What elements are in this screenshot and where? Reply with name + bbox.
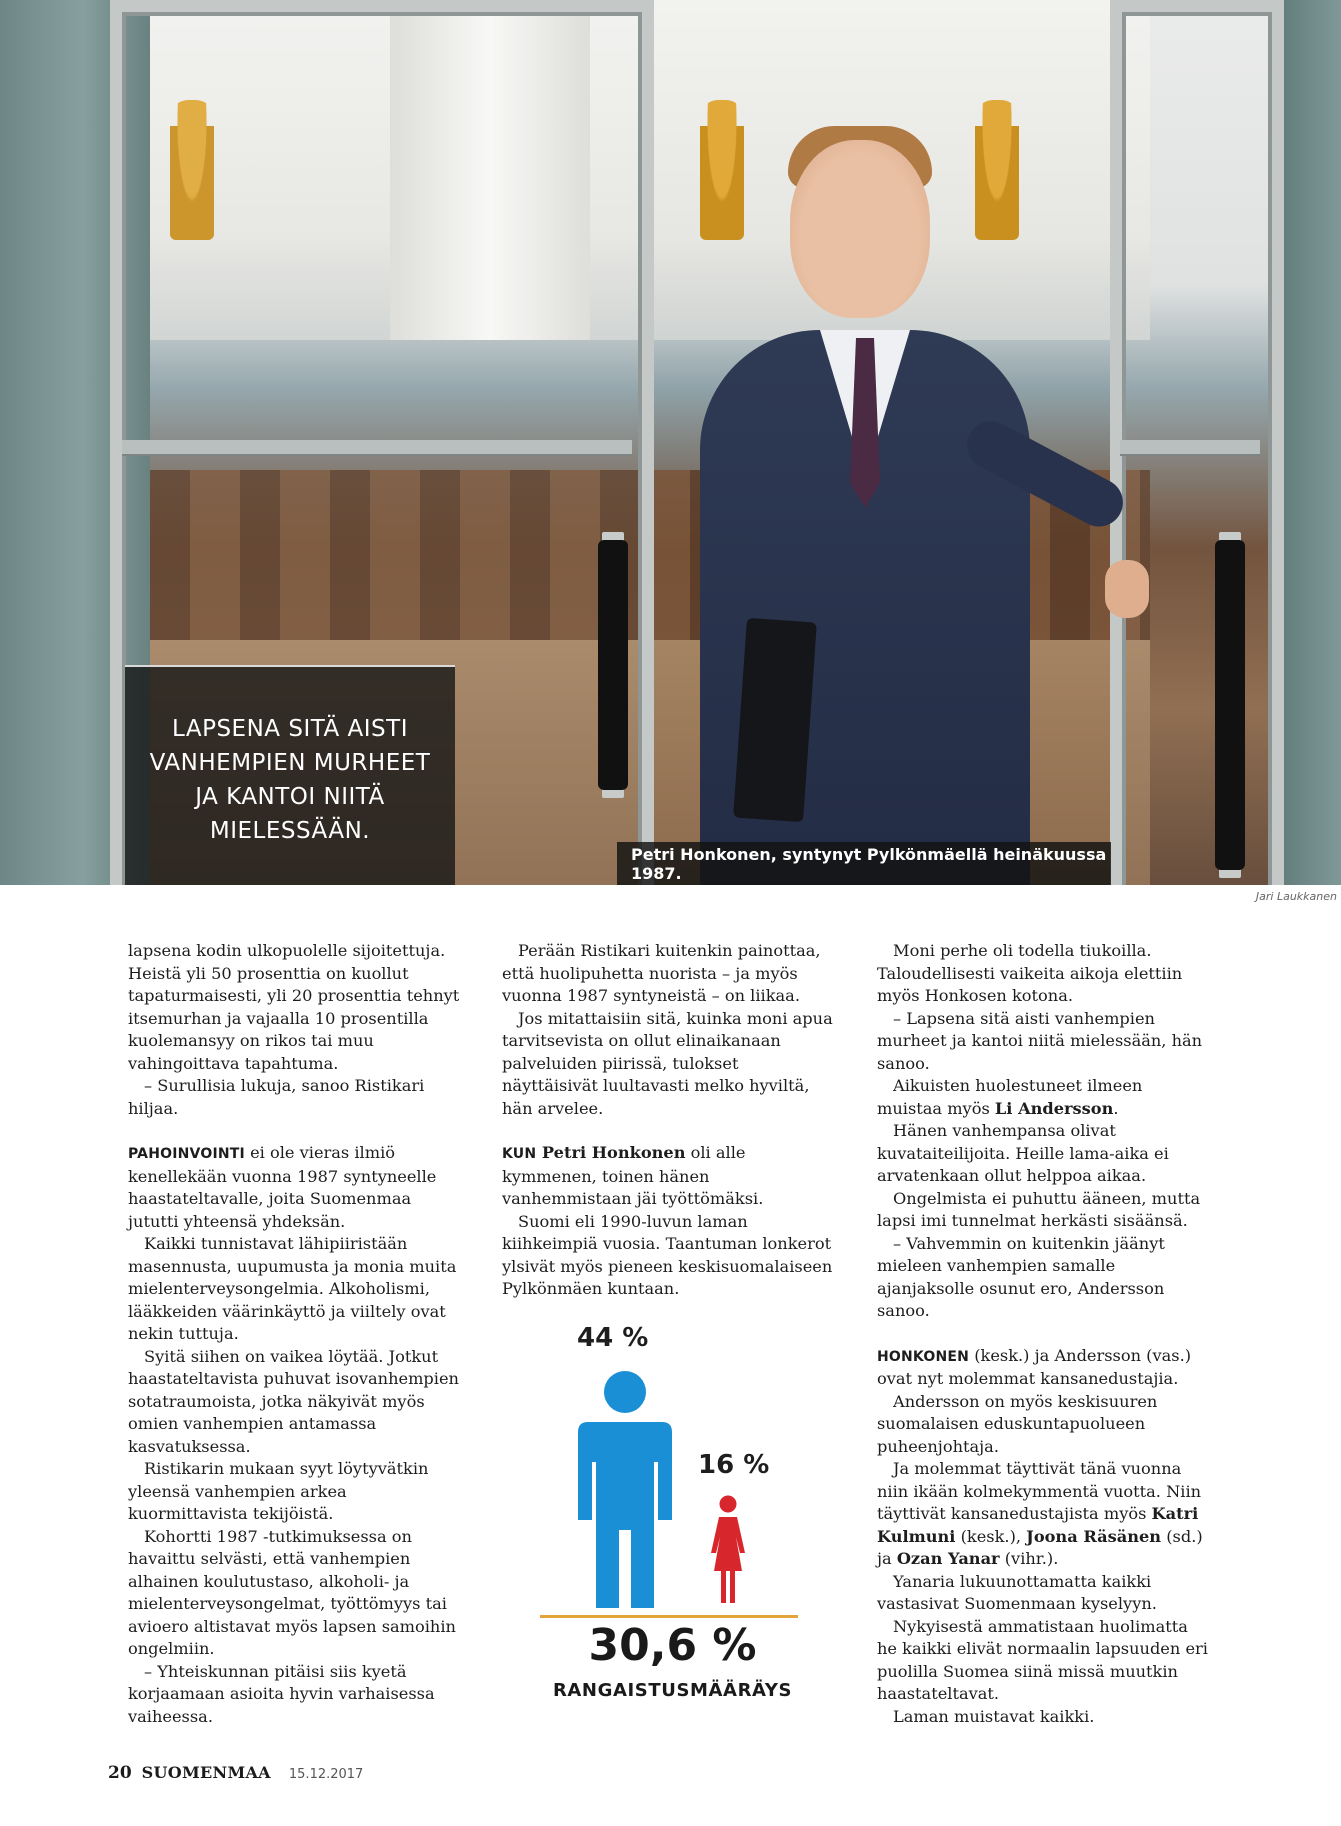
person-folder xyxy=(733,618,817,822)
paragraph: Jos mitattaisiin sitä, kuinka moni apua tarvitsevista on ollut elinaikanaan palveluiden piirissä, tulokset näyttäisivät luultavasti melko hyviltä, hän arvelee. xyxy=(502,1008,833,1118)
paragraph: Yanaria lukuunottamatta kaikki vastasivat Suomenmaan kyselyyn. xyxy=(877,1571,1157,1613)
section-lead: HONKONEN xyxy=(877,1348,970,1365)
total-percentage: 30,6 % xyxy=(588,1620,757,1671)
woman-figure-icon xyxy=(710,1495,746,1605)
paragraph: Kaikki tunnistavat lähipiiristään masennusta, uupumusta ja monia muita mielenterveysongelmia. Alkoholismi, lääkkeiden väärinkäyttö ja viiltely ovat nekin tuttuja. xyxy=(128,1234,457,1343)
paragraph: Ristikarin mukaan syyt löytyvätkin yleensä vanhempien arkea kuormittavista tekijöistä. xyxy=(128,1459,429,1523)
publication-name: SUOMENMAA xyxy=(141,1763,271,1782)
paragraph xyxy=(877,1458,1209,1571)
infographic xyxy=(530,1315,830,1701)
paragraph-text: (kesk.), xyxy=(955,1526,1027,1546)
portrait-person xyxy=(700,120,1140,885)
paragraph: Ongelmista ei puhuttu ääneen, mutta lapsi imi tunnelmat herkästi sisäänsä. xyxy=(877,1188,1201,1230)
paragraph: Andersson on myös keskisuuren suomalaisen eduskuntapuolueen puheenjohtaja. xyxy=(877,1391,1158,1456)
total-label: RANGAISTUSMÄÄRÄYS xyxy=(552,1680,793,1701)
person-name: Li Andersson xyxy=(994,1098,1114,1118)
paragraph-text: Aikuisten huolestuneet ilmeen muistaa myös xyxy=(877,1076,1143,1118)
paragraph-text: (kesk.) ja Andersson (vas.) ovat nyt molemmat kansanedustajia. xyxy=(877,1345,1192,1388)
paragraph xyxy=(877,1075,1209,1120)
person-name: Joona Räsänen xyxy=(1026,1526,1162,1546)
paragraph: – Vahvemmin on kuitenkin jäänyt mieleen vanhempien samalle ajanjaksolle osunut ero, Andersson sanoo. xyxy=(877,1233,1165,1320)
door-handle-right xyxy=(1215,540,1245,870)
article-column-2 xyxy=(502,940,834,1301)
women-percentage: 16 % xyxy=(698,1450,770,1480)
door-left-bar xyxy=(122,440,632,454)
article-column-3 xyxy=(877,940,1209,1728)
paragraph xyxy=(877,1345,1209,1391)
door-handle-left xyxy=(598,540,628,790)
paragraph-text: (sd.) ja xyxy=(877,1526,1203,1568)
photo-caption: Petri Honkonen, syntynyt Pylkönmäellä heinäkuussa 1987. xyxy=(617,842,1111,885)
paragraph: – Surullisia lukuja, sanoo Ristikari hiljaa. xyxy=(128,1076,425,1118)
paragraph: Kohortti 1987 -tutkimuksessa on havaittu selvästi, että vanhempien alhainen koulutustaso, alkoholi- ja mielenterveysongelmat, työttömyys tai avioero altistavat myös lapsen samoihin ongelmiin. xyxy=(128,1526,456,1658)
paragraph: – Yhteiskunnan pitäisi siis kyetä korjaamaan asioita hyvin varhaisessa vaiheessa. xyxy=(128,1661,435,1726)
person-head xyxy=(790,140,930,318)
page-number: 20 xyxy=(108,1763,132,1783)
paragraph-text: ei ole vieras ilmiö kenellekään vuonna 1987 syntyneelle haastateltavalle, joita Suomenmaa jututti yhteensä yhdeksän. xyxy=(128,1143,437,1231)
page-footer xyxy=(108,1763,363,1783)
paragraph: Laman muistavat kaikki. xyxy=(893,1706,1095,1726)
paragraph-text: Ja molemmat täyttivät tänä vuonna niin ikään kolmekymmentä vuotta. Niin täyttivät kansanedustajista myös xyxy=(877,1459,1202,1523)
infographic-divider xyxy=(540,1615,798,1618)
hero-photo xyxy=(0,0,1341,885)
paragraph: Nykyisestä ammatistaan huolimatta he kaikki elivät normaalin lapsuuden eri puolilla Suomea siinä missä muutkin haastateltavat. xyxy=(877,1616,1208,1703)
section-lead: KUN xyxy=(502,1146,537,1162)
paragraph-text: oli alle kymmenen, toinen hänen vanhemmistaan jäi työttömäksi. xyxy=(502,1143,764,1208)
pull-quote-text: LAPSENA SITÄ AISTI VANHEMPIEN MURHEET JA KANTOI NIITÄ MIELESSÄÄN. xyxy=(149,716,431,844)
section-lead: PAHOINVOINTI xyxy=(128,1146,245,1162)
paragraph: Syitä siihen on vaikea löytää. Jotkut haastateltavista puhuvat isovanhempien sotatraumoista, jotka näkyivät myös omien vanhempien antamassa kasvatuksessa. xyxy=(128,1346,459,1456)
paragraph xyxy=(128,1142,460,1233)
paragraph: – Lapsena sitä aisti vanhempien murheet ja kantoi niitä mielessään, hän sanoo. xyxy=(877,1008,1203,1073)
paragraph: Hänen vanhempansa olivat kuvataiteilijoita. Heille lama-aika ei arvatenkaan ollut helppoa aikaa. xyxy=(877,1121,1169,1185)
pull-quote xyxy=(125,665,455,885)
paragraph-text: . xyxy=(1113,1098,1119,1118)
paragraph: lapsena kodin ulkopuolelle sijoitettuja. Heistä yli 50 prosenttia on kuollut tapaturmaisesti, yli 20 prosenttia tehnyt itsemurhan ja vajaalla 10 prosentilla kuolemansyy on rikos tai muu vahingoittava tapahtuma. xyxy=(128,941,460,1073)
paragraph: Moni perhe oli todella tiukoilla. Taloudellisesti vaikeita aikoja elettiin myös Honkosen kotona. xyxy=(877,941,1183,1005)
person-name: Ozan Yanar xyxy=(896,1549,1000,1568)
person-hand xyxy=(1105,560,1149,618)
men-percentage: 44 % xyxy=(577,1323,649,1353)
article-column-1 xyxy=(128,940,460,1728)
person-name: Katri Kulmuni xyxy=(877,1504,1199,1546)
door-right-bar xyxy=(1120,440,1260,454)
paragraph-text: (vihr.). xyxy=(999,1549,1059,1568)
photo-credit: Jari Laukkanen xyxy=(1255,890,1337,903)
paragraph: Suomi eli 1990-luvun laman kiihkeimpiä vuosia. Taantuman lonkerot ylsivät myös pieneen keskisuomalaiseen Pylkönmäen kuntaan. xyxy=(502,1211,833,1298)
issue-date: 15.12.2017 xyxy=(288,1767,364,1782)
person-name: Petri Honkonen xyxy=(536,1143,686,1162)
paragraph xyxy=(502,1142,834,1211)
man-figure-icon xyxy=(576,1370,674,1610)
paragraph: Perään Ristikari kuitenkin painottaa, että huolipuhetta nuorista – ja myös vuonna 1987 syntyneistä – on liikaa. xyxy=(502,941,821,1005)
